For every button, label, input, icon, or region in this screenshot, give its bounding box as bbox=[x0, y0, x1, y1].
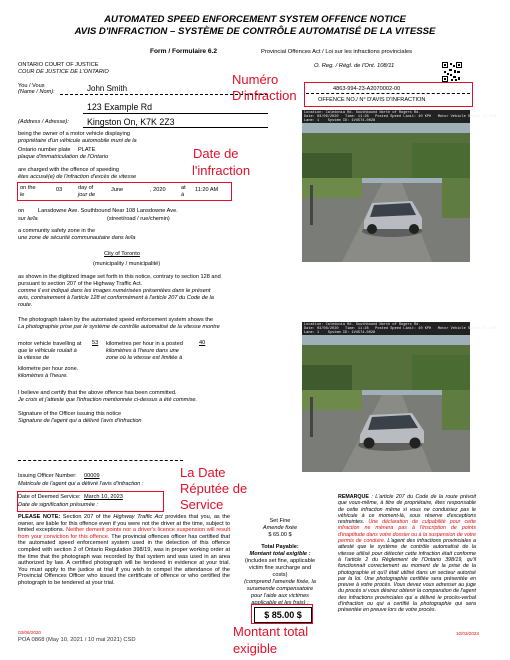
plate-fr: plaque d'immatriculation de l'Ontario bbox=[18, 154, 109, 160]
remarque-p2: L'agent des infractions provinciales a attesté que le système de contrôle automatisé de la vitesse utilisé pour détecter cette infraction était conforme à l'article 2 du Règlement de l'Ontario 398/19, qu'il fonctionnait correctement au moment de la prise de la photographie et qu'il était utilisé dans un secteur autorisé par la loi. Une photographie certifiée sera présentée en preuve à votre procès. Vous devez vous adresser au juge du procès si vous désirez obtenir la comparution de l'agent des infractions provinciales qui a délivré le procès-verbal d'infraction ou qui a certifié la photographie qui sera présentée en preuve lors de votre procès. bbox=[338, 538, 476, 614]
posted-speed: 40 bbox=[199, 340, 206, 346]
set-fine-en: Set Fine bbox=[269, 518, 291, 524]
offence-year: , 2020 bbox=[150, 187, 166, 193]
please-note-hta: Highway Traffic Act bbox=[113, 514, 163, 520]
officer-label-fr: Matricule de l'agent qui a délivré l'avis d'infraction : bbox=[18, 481, 144, 487]
signature-line bbox=[18, 460, 183, 461]
please-note-p1: provides that you, as the owner, are liable for this offence even if you were not the driver at the time, subject to limited exceptions. bbox=[18, 514, 231, 534]
service-highlight-box bbox=[17, 491, 164, 512]
anno-service: Service bbox=[180, 497, 224, 512]
remarque bbox=[338, 494, 476, 626]
notice-label: OFFENCE NO./ N° D'AVIS D'INFRACTION bbox=[318, 97, 426, 103]
reg-label: O. Reg. / Régl. de l'Ont. 108/11 bbox=[314, 63, 395, 69]
evidence-fr2: avis, contrairement à l'article 128 et conformément à l'article 207 du Code de la bbox=[18, 295, 214, 301]
evidence-fr1: comme il est indiqué dans les images numérisées présentées dans le présent bbox=[18, 288, 211, 294]
recipient-city: Kingston On, K7K 2Z3 bbox=[87, 117, 175, 127]
evidence-en2: pursuant to section 207 of the Highway Traffic Act. bbox=[18, 281, 143, 287]
officer-number: 00009 bbox=[84, 473, 100, 479]
city-value: City of Toronto bbox=[104, 251, 140, 257]
jour-de: jour de bbox=[78, 192, 96, 198]
photo-en: The photograph taken by the automated speed enforcement system shows the bbox=[18, 317, 213, 323]
mv-fr1: que le véhicule roulait à bbox=[18, 348, 77, 354]
evidence-photo-2 bbox=[302, 322, 496, 472]
incl-fr-4: applicable et les frais) : bbox=[251, 600, 309, 606]
anno-la-date: La Date bbox=[180, 465, 226, 480]
on-label: on bbox=[18, 208, 25, 214]
date-highlight-box bbox=[17, 182, 232, 201]
city-line bbox=[83, 127, 268, 128]
remarque-red: Une déclaration de culpabilité pour cette infraction ne mènera pas à l'inscription de points d'inaptitude dans votre dossier ou à la suspension de votre permis de conduire. bbox=[338, 519, 476, 545]
day-of: day of bbox=[78, 185, 94, 191]
evidence-en1: as shown in the digitized image set forth in this notice, contrary to section 128 and bbox=[18, 274, 221, 280]
remarque-head: REMARQUE bbox=[338, 494, 369, 500]
total-en: Total Payable: bbox=[261, 544, 299, 550]
sur-label: sur le/la bbox=[18, 216, 38, 222]
please-note bbox=[18, 514, 230, 634]
incl-fr-1: (comprend l'amende fixée, la bbox=[244, 579, 316, 585]
you-label: You / Vous bbox=[18, 83, 45, 89]
anno-linfraction: l'infraction bbox=[192, 163, 251, 178]
service-date: March 10, 2023 bbox=[84, 494, 123, 500]
please-note-p2: The provincial offences officer has certified that the automated speed enforcement system used in the detection of this offence complied with section 2 of Ontario Regulation 398/19, was in proper working order at the time that the photograph was recorded by that system and was used in an area authorized by law. A certified photograph will be tendered in evidence at your trial. You must apply to the justice at trial if you wish to compel the attendance of the Provincial Offences Officer who issued the certificate of offence or who certified the photograph to be tendered at your trial. bbox=[18, 533, 230, 586]
plate-label: Ontario number plate bbox=[18, 147, 71, 153]
please-note-date: 03/06/2020 bbox=[18, 630, 41, 635]
incl-fr-2: suramende compensatoire bbox=[246, 586, 314, 592]
anno-dinfraction: D'infraction bbox=[232, 88, 297, 103]
anno-exigible: exigible bbox=[233, 641, 278, 656]
incl-2: victim fine surcharge and bbox=[248, 565, 312, 571]
anno-numero: Numéro bbox=[232, 72, 279, 87]
total-value: $ 85.00 $ bbox=[254, 607, 312, 623]
remarque-date: 10/03/2023 bbox=[456, 631, 479, 636]
notice-id: 4863-994-23-A2070002-00 bbox=[333, 86, 401, 92]
photo-fr: La photographie prise par le système de contrôle automatisé de la vitesse montre bbox=[18, 324, 220, 330]
title-fr: AVIS D'INFRACTION – SYSTÈME DE CONTRÔLE AUTOMATISÉ DE LA VITESSE bbox=[74, 26, 436, 37]
please-note-l1: Section 207 of the bbox=[60, 514, 114, 520]
actual-speed: 53 bbox=[92, 340, 99, 346]
zone-fr: une zone de sécurité communautaire dans le/la bbox=[18, 235, 136, 241]
court-fr: COUR DE JUSTICE DE L'ONTARIO bbox=[18, 69, 109, 75]
anno-date-de: Date de bbox=[193, 146, 239, 161]
offence-day: 03 bbox=[56, 187, 63, 193]
a: à bbox=[181, 192, 185, 198]
city-label: (municipality / municipalité) bbox=[93, 261, 161, 267]
photo-2-header: Location: Caledonia Rd. Southbound North of Rogers Rd. Date: 03/06/2020 Time: 11:28 Posted Speed Limit: 40 KPH Motor Vehicle Speed: 53 KPH Lane: 1 System ID: 1V4574-0028 bbox=[304, 322, 496, 335]
incl-3: costs) bbox=[272, 572, 288, 578]
anno-montant: Montant total bbox=[233, 624, 309, 639]
on-the: on the bbox=[20, 185, 36, 191]
total-highlight-box bbox=[251, 604, 313, 624]
photo-1-header: Location: Caledonia Rd. Southbound North of Rogers Rd. Date: 03/06/2020 Time: 11:28 Posted Speed Limit: 40 KPH Motor Vehicle Speed: 53 KPH Lane: 1 System ID: 1V4574-0028 bbox=[304, 110, 496, 123]
street-line bbox=[83, 113, 268, 114]
certify-en: I believe and certify that the above offence has been committed. bbox=[18, 390, 177, 396]
zone-en: a community safety zone in the bbox=[18, 228, 96, 234]
act-label: Provincial Offences Act / Loi sur les infractions provinciales bbox=[261, 49, 413, 55]
le: le bbox=[20, 192, 25, 198]
owner-en: being the owner of a motor vehicle displaying bbox=[18, 131, 130, 137]
evidence-fr3: route. bbox=[18, 302, 33, 308]
recipient-street: 123 Example Rd bbox=[87, 102, 153, 112]
footer: POA 0868 (May 10, 2021 / 10 mai 2021) CSD bbox=[18, 637, 136, 643]
remarque-p1: : L'article 207 du Code de la route prévoit que vous-même, à titre de propriétaire, êtes responsable de cette infraction même si vous ne conduisiez pas le véhicule à ce moment-là, sous réserve d'exceptions restreintes. bbox=[338, 494, 476, 526]
charged-fr: êtes accusé(e) de l'infraction d'excès de vitesse bbox=[18, 174, 137, 180]
anno-reputee: Réputée de bbox=[180, 481, 248, 496]
title-en: AUTOMATED SPEED ENFORCEMENT SYSTEM OFFENCE NOTICE bbox=[104, 14, 406, 25]
offence-time: 11:20 AM bbox=[195, 187, 219, 193]
address-label: (Address / Adresse): bbox=[18, 119, 69, 125]
charged-en: are charged with the offence of speeding bbox=[18, 167, 119, 173]
mv-en: motor vehicle travelling at bbox=[18, 341, 82, 347]
signature-fr: Signature de l'agent qui a délivré l'avis d'infraction bbox=[18, 418, 142, 424]
set-fine-fr: Amende fixée bbox=[262, 525, 298, 531]
at: at bbox=[181, 185, 186, 191]
set-fine-value: $ 65.00 $ bbox=[268, 532, 292, 538]
service-label-fr: Date de signification présumée : bbox=[18, 502, 98, 508]
please-note-red: Neither demerit points nor a driver's licence suspension will result from your conviction for this offence. bbox=[18, 527, 231, 540]
kph-fr1: kilomètres à l'heure dans une bbox=[106, 348, 179, 354]
incl-1: (includes set fine, applicable bbox=[244, 558, 316, 564]
name-label: (Name / Nom): bbox=[18, 89, 55, 95]
street-label: (street/road / rue/chemin) bbox=[107, 216, 170, 222]
zone-kph-fr: kilomètres à l'heure. bbox=[18, 373, 68, 379]
certify-fr: Je crois et j'atteste que l'infraction mentionnée ci-dessus a été commise. bbox=[18, 397, 198, 403]
recipient-name: John Smith bbox=[87, 84, 128, 93]
qr-code bbox=[442, 62, 462, 82]
incl-fr-3: pour l'aide aux victimes bbox=[251, 593, 309, 599]
court-en: ONTARIO COURT OF JUSTICE bbox=[18, 62, 99, 68]
zone-kph-en: kilometre per hour zone. bbox=[18, 366, 79, 372]
mv-fr2: la vitesse de bbox=[18, 355, 50, 361]
officer-label: Issuing Officer Number: bbox=[18, 473, 77, 479]
signature-en: Signature of the Officer issuing this notice bbox=[18, 411, 122, 417]
please-note-head: PLEASE NOTE: bbox=[18, 514, 61, 520]
kph-fr2: zone où la vitesse est limitée à bbox=[106, 355, 183, 361]
kph-en: kilometres per hour in a posted bbox=[106, 341, 183, 347]
service-label: Date of Deemed Service: bbox=[18, 494, 81, 500]
plate-value: PLATE bbox=[78, 147, 96, 153]
owner-fr: propriétaire d'un véhicule automobile muni de la bbox=[18, 138, 137, 144]
location-street: Lansdowne Ave. Southbound Near 108 Lansdowne Ave. bbox=[38, 208, 178, 214]
total-fr: Montant total exigible : bbox=[249, 551, 311, 557]
form-number: Form / Formulaire 6.2 bbox=[150, 48, 218, 55]
evidence-photo-1 bbox=[302, 110, 496, 262]
offence-month: June bbox=[111, 187, 124, 193]
notice-highlight-box bbox=[304, 82, 473, 107]
